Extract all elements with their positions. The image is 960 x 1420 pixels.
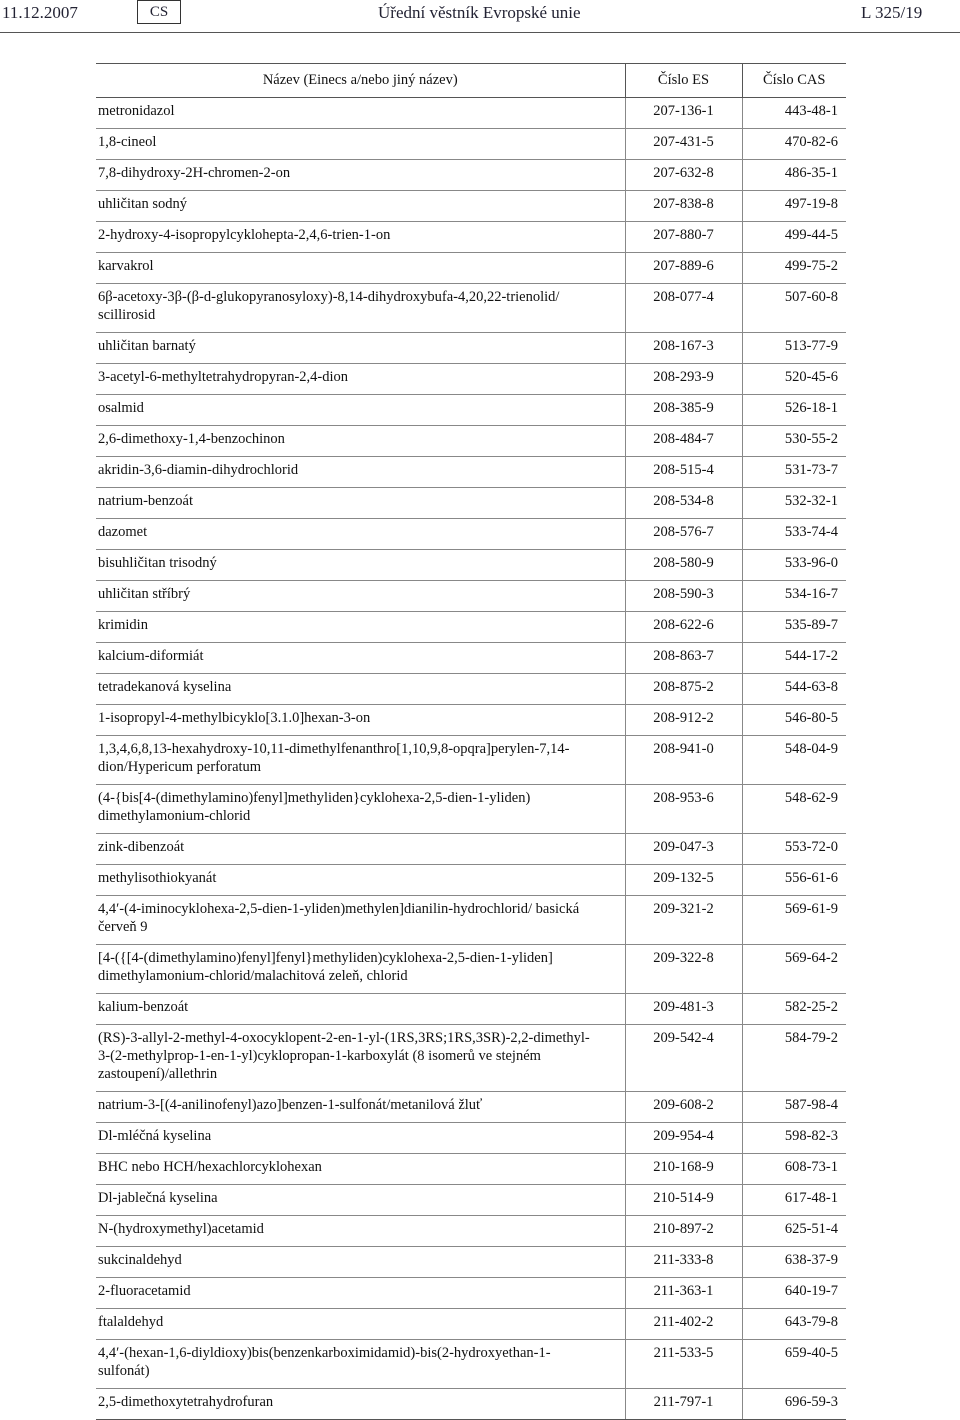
cell-cas-number: 544-63-8 xyxy=(742,674,846,705)
table-row xyxy=(96,1278,846,1309)
cell-es-number: 207-136-1 xyxy=(625,98,742,129)
cell-name: 1,8-cineol xyxy=(96,129,625,160)
table-row xyxy=(96,426,846,457)
column-header-name: Název (Einecs a/nebo jiný název) xyxy=(96,64,625,98)
table-row xyxy=(96,98,846,129)
cell-es-number: 209-954-4 xyxy=(625,1123,742,1154)
cell-cas-number: 530-55-2 xyxy=(742,426,846,457)
language-badge: CS xyxy=(137,0,181,24)
cell-cas-number: 443-48-1 xyxy=(742,98,846,129)
cell-cas-number: 507-60-8 xyxy=(742,284,846,333)
cell-es-number: 208-167-3 xyxy=(625,333,742,364)
cell-cas-number: 640-19-7 xyxy=(742,1278,846,1309)
table-row xyxy=(96,1216,846,1247)
cell-es-number: 207-431-5 xyxy=(625,129,742,160)
cell-cas-number: 520-45-6 xyxy=(742,364,846,395)
cell-cas-number: 548-04-9 xyxy=(742,736,846,785)
table-row xyxy=(96,1247,846,1278)
cell-name: (RS)-3-allyl-2-methyl-4-oxocyklopent-2-en-1-yl-(1RS,3RS;1RS,3SR)-2,2-dimethyl-3-(2-methylprop-1-en-1-yl)cyklopropan-1-karboxylát (8 isomerů ve stejném zastoupení)/allethrin xyxy=(96,1025,625,1092)
cell-name: [4-({[4-(dimethylamino)fenyl]fenyl}methyliden)cyklohexa-2,5-dien-1-yliden] dimethylamonium-chlorid/malachitová zeleň, chlorid xyxy=(96,945,625,994)
cell-name: (4-{bis[4-(dimethylamino)fenyl]methyliden}cyklohexa-2,5-dien-1-yliden) dimethylamonium-chlorid xyxy=(96,785,625,834)
cell-name: krimidin xyxy=(96,612,625,643)
cell-cas-number: 548-62-9 xyxy=(742,785,846,834)
table-row xyxy=(96,785,846,834)
cell-name: uhličitan barnatý xyxy=(96,333,625,364)
cell-name: karvakrol xyxy=(96,253,625,284)
cell-name: tetradekanová kyselina xyxy=(96,674,625,705)
table-row xyxy=(96,550,846,581)
cell-cas-number: 569-64-2 xyxy=(742,945,846,994)
substances-table xyxy=(96,63,846,1420)
cell-cas-number: 556-61-6 xyxy=(742,865,846,896)
cell-es-number: 208-077-4 xyxy=(625,284,742,333)
cell-es-number: 209-132-5 xyxy=(625,865,742,896)
cell-name: natrium-3-[(4-anilinofenyl)azo]benzen-1-sulfonát/metanilová žluť xyxy=(96,1092,625,1123)
cell-cas-number: 470-82-6 xyxy=(742,129,846,160)
table-row xyxy=(96,674,846,705)
cell-cas-number: 598-82-3 xyxy=(742,1123,846,1154)
cell-es-number: 207-838-8 xyxy=(625,191,742,222)
cell-cas-number: 659-40-5 xyxy=(742,1340,846,1389)
cell-es-number: 208-953-6 xyxy=(625,785,742,834)
cell-es-number: 208-385-9 xyxy=(625,395,742,426)
table-row xyxy=(96,253,846,284)
cell-name: 6β-acetoxy-3β-(β-d-glukopyranosyloxy)-8,14-dihydroxybufa-4,20,22-trienolid/ scillirosid xyxy=(96,284,625,333)
cell-es-number: 211-333-8 xyxy=(625,1247,742,1278)
cell-es-number: 208-941-0 xyxy=(625,736,742,785)
table-row xyxy=(96,129,846,160)
cell-es-number: 207-889-6 xyxy=(625,253,742,284)
cell-cas-number: 587-98-4 xyxy=(742,1092,846,1123)
cell-es-number: 209-608-2 xyxy=(625,1092,742,1123)
publication-date: 11.12.2007 xyxy=(2,3,78,22)
table-row xyxy=(96,1025,846,1092)
cell-cas-number: 582-25-2 xyxy=(742,994,846,1025)
cell-es-number: 208-622-6 xyxy=(625,612,742,643)
cell-es-number: 211-797-1 xyxy=(625,1389,742,1420)
cell-name: kalcium-diformiát xyxy=(96,643,625,674)
cell-cas-number: 531-73-7 xyxy=(742,457,846,488)
cell-es-number: 210-168-9 xyxy=(625,1154,742,1185)
cell-name: osalmid xyxy=(96,395,625,426)
table-body xyxy=(96,98,846,1420)
table-row xyxy=(96,1092,846,1123)
cell-es-number: 208-484-7 xyxy=(625,426,742,457)
cell-cas-number: 625-51-4 xyxy=(742,1216,846,1247)
cell-cas-number: 499-75-2 xyxy=(742,253,846,284)
cell-name: uhličitan stříbrý xyxy=(96,581,625,612)
cell-name: akridin-3,6-diamin-dihydrochlorid xyxy=(96,457,625,488)
cell-name: natrium-benzoát xyxy=(96,488,625,519)
cell-name: 4,4′-(hexan-1,6-diyldioxy)bis(benzenkarboximidamid)-bis(2-hydroxyethan-1-sulfonát) xyxy=(96,1340,625,1389)
page-number: L 325/19 xyxy=(861,3,923,22)
cell-es-number: 210-897-2 xyxy=(625,1216,742,1247)
cell-name: kalium-benzoát xyxy=(96,994,625,1025)
cell-cas-number: 533-96-0 xyxy=(742,550,846,581)
cell-cas-number: 584-79-2 xyxy=(742,1025,846,1092)
cell-cas-number: 544-17-2 xyxy=(742,643,846,674)
cell-name: 3-acetyl-6-methyltetrahydropyran-2,4-dion xyxy=(96,364,625,395)
cell-es-number: 211-363-1 xyxy=(625,1278,742,1309)
cell-es-number: 209-321-2 xyxy=(625,896,742,945)
cell-name: 2-fluoracetamid xyxy=(96,1278,625,1309)
cell-es-number: 207-632-8 xyxy=(625,160,742,191)
table-row xyxy=(96,736,846,785)
table-row xyxy=(96,333,846,364)
cell-es-number: 208-293-9 xyxy=(625,364,742,395)
cell-es-number: 208-515-4 xyxy=(625,457,742,488)
table-row xyxy=(96,994,846,1025)
table-row xyxy=(96,160,846,191)
cell-es-number: 208-912-2 xyxy=(625,705,742,736)
table-row xyxy=(96,834,846,865)
cell-name: 1-isopropyl-4-methylbicyklo[3.1.0]hexan-3-on xyxy=(96,705,625,736)
table-row xyxy=(96,612,846,643)
cell-es-number: 208-863-7 xyxy=(625,643,742,674)
table-row xyxy=(96,643,846,674)
cell-cas-number: 535-89-7 xyxy=(742,612,846,643)
cell-name: BHC nebo HCH/hexachlorcyklohexan xyxy=(96,1154,625,1185)
cell-es-number: 208-534-8 xyxy=(625,488,742,519)
cell-cas-number: 553-72-0 xyxy=(742,834,846,865)
column-header-es: Číslo ES xyxy=(625,64,742,98)
cell-name: bisuhličitan trisodný xyxy=(96,550,625,581)
cell-es-number: 209-481-3 xyxy=(625,994,742,1025)
cell-name: 4,4′-(4-iminocyklohexa-2,5-dien-1-yliden)methylen]dianilin-hydrochlorid/ basická červeň 9 xyxy=(96,896,625,945)
cell-cas-number: 546-80-5 xyxy=(742,705,846,736)
cell-name: ftalaldehyd xyxy=(96,1309,625,1340)
page-header xyxy=(0,0,960,34)
cell-cas-number: 569-61-9 xyxy=(742,896,846,945)
table-row xyxy=(96,581,846,612)
table-row xyxy=(96,705,846,736)
cell-es-number: 210-514-9 xyxy=(625,1185,742,1216)
table-row xyxy=(96,519,846,550)
table-row xyxy=(96,364,846,395)
cell-es-number: 209-047-3 xyxy=(625,834,742,865)
cell-cas-number: 532-32-1 xyxy=(742,488,846,519)
cell-es-number: 208-576-7 xyxy=(625,519,742,550)
table-header-row xyxy=(96,64,846,98)
cell-name: 2-hydroxy-4-isopropylcyklohepta-2,4,6-trien-1-on xyxy=(96,222,625,253)
cell-cas-number: 497-19-8 xyxy=(742,191,846,222)
cell-cas-number: 513-77-9 xyxy=(742,333,846,364)
cell-name: metronidazol xyxy=(96,98,625,129)
table-row xyxy=(96,222,846,253)
cell-cas-number: 638-37-9 xyxy=(742,1247,846,1278)
cell-es-number: 209-542-4 xyxy=(625,1025,742,1092)
column-header-cas: Číslo CAS xyxy=(742,64,846,98)
cell-name: zink-dibenzoát xyxy=(96,834,625,865)
cell-name: 2,5-dimethoxytetrahydrofuran xyxy=(96,1389,625,1420)
table-row xyxy=(96,945,846,994)
table-row xyxy=(96,1123,846,1154)
cell-cas-number: 534-16-7 xyxy=(742,581,846,612)
cell-es-number: 208-590-3 xyxy=(625,581,742,612)
table-row xyxy=(96,488,846,519)
cell-cas-number: 696-59-3 xyxy=(742,1389,846,1420)
cell-name: sukcinaldehyd xyxy=(96,1247,625,1278)
cell-es-number: 211-402-2 xyxy=(625,1309,742,1340)
table-row xyxy=(96,395,846,426)
table-row xyxy=(96,1389,846,1420)
cell-name: 7,8-dihydroxy-2H-chromen-2-on xyxy=(96,160,625,191)
journal-title: Úřední věstník Evropské unie xyxy=(378,3,581,22)
cell-cas-number: 526-18-1 xyxy=(742,395,846,426)
table-row xyxy=(96,1185,846,1216)
cell-cas-number: 643-79-8 xyxy=(742,1309,846,1340)
cell-es-number: 211-533-5 xyxy=(625,1340,742,1389)
table-row xyxy=(96,865,846,896)
cell-es-number: 207-880-7 xyxy=(625,222,742,253)
table-row xyxy=(96,1309,846,1340)
cell-name: 2,6-dimethoxy-1,4-benzochinon xyxy=(96,426,625,457)
cell-cas-number: 608-73-1 xyxy=(742,1154,846,1185)
cell-name: Dl-jablečná kyselina xyxy=(96,1185,625,1216)
cell-name: 1,3,4,6,8,13-hexahydroxy-10,11-dimethylfenanthro[1,10,9,8-opqra]perylen-7,14-dion/Hypericum perforatum xyxy=(96,736,625,785)
table-row xyxy=(96,191,846,222)
table-row xyxy=(96,284,846,333)
cell-cas-number: 533-74-4 xyxy=(742,519,846,550)
cell-name: dazomet xyxy=(96,519,625,550)
cell-name: methylisothiokyanát xyxy=(96,865,625,896)
table-row xyxy=(96,896,846,945)
table-row xyxy=(96,1340,846,1389)
cell-es-number: 209-322-8 xyxy=(625,945,742,994)
cell-name: N-(hydroxymethyl)acetamid xyxy=(96,1216,625,1247)
table-row xyxy=(96,457,846,488)
table-row xyxy=(96,1154,846,1185)
cell-name: uhličitan sodný xyxy=(96,191,625,222)
cell-es-number: 208-580-9 xyxy=(625,550,742,581)
cell-cas-number: 617-48-1 xyxy=(742,1185,846,1216)
cell-cas-number: 486-35-1 xyxy=(742,160,846,191)
cell-name: Dl-mléčná kyselina xyxy=(96,1123,625,1154)
cell-cas-number: 499-44-5 xyxy=(742,222,846,253)
cell-es-number: 208-875-2 xyxy=(625,674,742,705)
header-divider xyxy=(0,32,960,33)
